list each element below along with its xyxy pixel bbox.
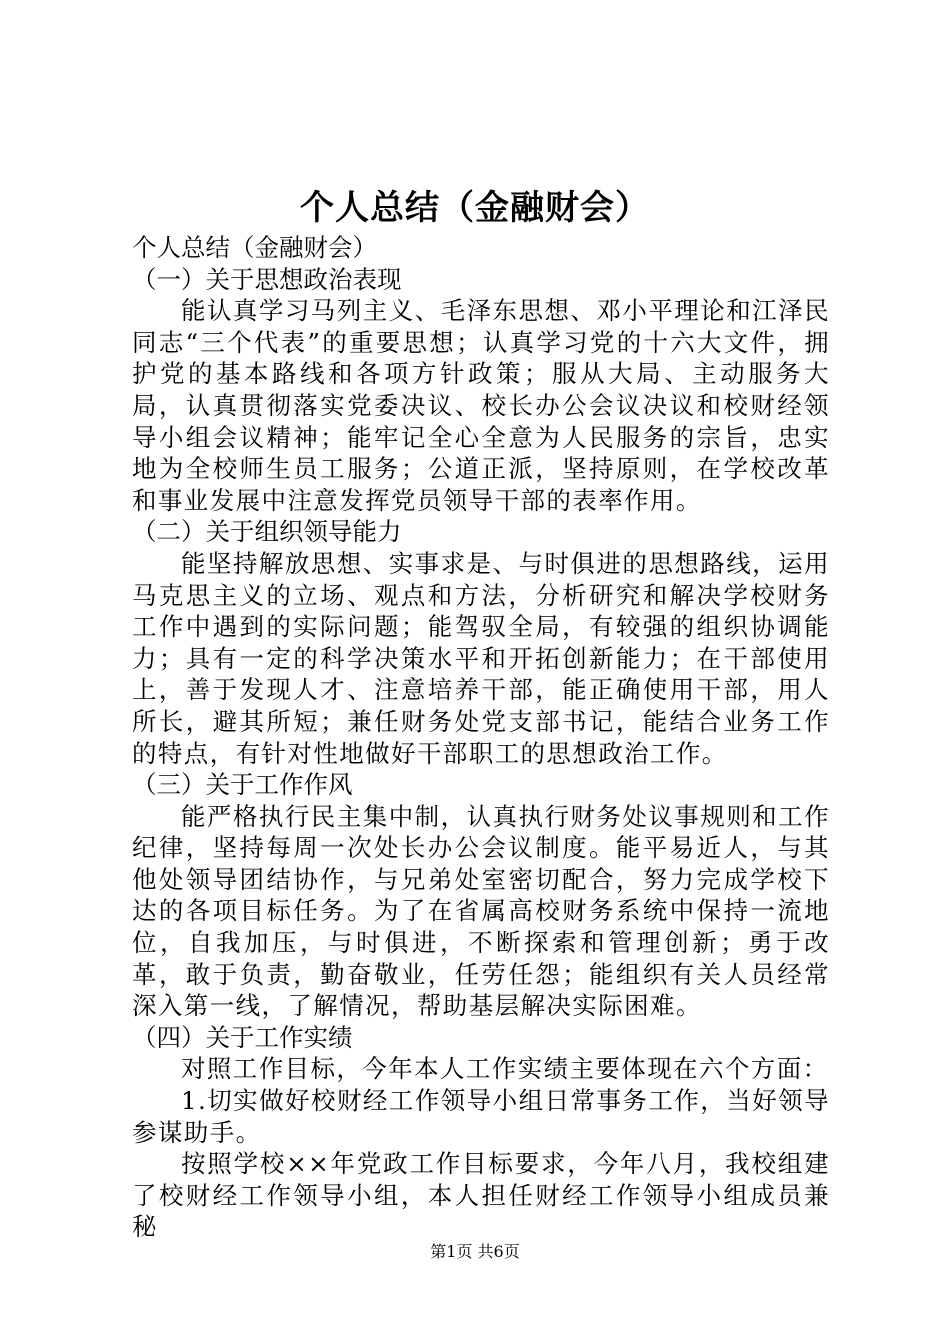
document-title: 个人总结（金融财会） (300, 188, 650, 228)
subtitle-line: 个人总结（金融财会） (132, 233, 377, 262)
page-footer: 第1页 共6页 (430, 1242, 520, 1261)
body-paragraph-5: 按照学校××年党政工作目标要求，今年八月，我校组建了校财经工作领导小组，本人担任财经工作领导小组成员兼秘 (132, 1149, 830, 1242)
section-heading-2: （二）关于组织领导能力 (132, 517, 402, 547)
numbered-item-1: 1.切实做好校财经工作领导小组日常事务工作，当好领导参谋助手。 (132, 1086, 830, 1147)
body-paragraph-4: 对照工作目标，今年本人工作实绩主要体现在六个方面： (181, 1054, 829, 1084)
body-paragraph-1: 能认真学习马列主义、毛泽东思想、邓小平理论和江泽民同志“三个代表”的重要思想；认真学习党的十六大文件，拥护党的基本路线和各项方针政策；服从大局、主动服务大局，认真贯彻落实党委决议、校长办公会议决议和校财经领导小组会议精神；能牢记全心全意为人民服务的宗旨，忠实地为全校师生员工服务；公道正派，坚持原则，在学校改革和事业发展中注意发挥党员领导干部的表率作用。 (132, 296, 830, 515)
document-body (132, 232, 830, 1243)
section-heading-1: （一）关于思想政治表现 (132, 264, 402, 294)
section-heading-4: （四）关于工作实绩 (132, 1022, 353, 1052)
section-heading-3: （三）关于工作作风 (132, 770, 353, 800)
body-paragraph-2: 能坚持解放思想、实事求是、与时俱进的思想路线，运用马克思主义的立场、观点和方法，分析研究和解决学校财务工作中遇到的实际问题；能驾驭全局，有较强的组织协调能力；具有一定的科学决策水平和开拓创新能力；在干部使用上，善于发现人才、注意培养干部，能正确使用干部，用人所长，避其所短；兼任财务处党支部书记，能结合业务工作的特点，有针对性地做好干部职工的思想政治工作。 (132, 548, 830, 768)
body-paragraph-3: 能严格执行民主集中制，认真执行财务处议事规则和工作纪律，坚持每周一次处长办公会议制度。能平易近人，与其他处领导团结协作，与兄弟处室密切配合，努力完成学校下达的各项目标任务。为了在省属高校财务系统中保持一流地位，自我加压，与时俱进，不断探索和管理创新；勇于改革，敢于负责，勤奋敬业，任劳任怨；能组织有关人员经常深入第一线，了解情况，帮助基层解决实际困难。 (132, 801, 830, 1021)
